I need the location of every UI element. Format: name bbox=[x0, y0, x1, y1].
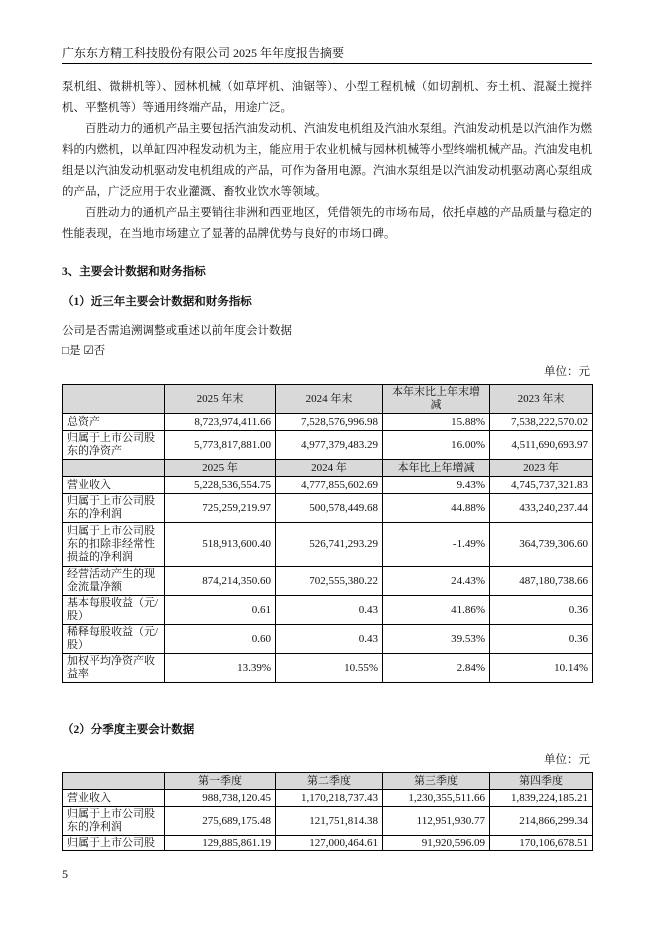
row-label: 归属于上市公司股东的净资产 bbox=[63, 431, 165, 460]
column-header: 第三季度 bbox=[383, 773, 490, 790]
table-cell: 4,745,737,321.83 bbox=[490, 477, 593, 494]
table-cell: 41.86% bbox=[383, 596, 490, 625]
row-label: 归属于上市公司股东的净利润 bbox=[63, 807, 165, 836]
paragraph-1: 泵机组、微耕机等）、园林机械（如草坪机、油锯等）、小型工程机械（如切割机、夯土机、混凝土搅拌机、平整机等）等通用终端产品，用途广泛。 bbox=[62, 81, 592, 114]
table-cell: 275,689,175.48 bbox=[165, 807, 276, 836]
table-cell: 10.55% bbox=[276, 654, 383, 683]
unit-label-1: 单位：元 bbox=[544, 366, 590, 378]
table-row bbox=[63, 431, 593, 460]
column-header: 本年末比上年末增减 bbox=[383, 385, 490, 414]
table-cell: 874,214,350.60 bbox=[165, 567, 276, 596]
column-header: 2024 年 bbox=[276, 460, 383, 477]
table-cell: 4,511,690,693.97 bbox=[490, 431, 593, 460]
table-row bbox=[63, 807, 593, 836]
table-cell: 364,739,306.60 bbox=[490, 523, 593, 567]
column-header: 第二季度 bbox=[276, 773, 383, 790]
row-label: 基本每股收益（元/股） bbox=[63, 596, 165, 625]
table-cell: 10.14% bbox=[490, 654, 593, 683]
table-cell: 24.43% bbox=[383, 567, 490, 596]
column-header: 2025 年末 bbox=[165, 385, 276, 414]
table-cell: 39.53% bbox=[383, 625, 490, 654]
row-label: 经营活动产生的现金流量净额 bbox=[63, 567, 165, 596]
header-blank-cell bbox=[63, 460, 165, 477]
table-header-row bbox=[63, 385, 593, 414]
restatement-question: 公司是否需追溯调整或重述以前年度会计数据 bbox=[62, 325, 292, 337]
row-label: 营业收入 bbox=[63, 477, 165, 494]
column-header: 2024 年末 bbox=[276, 385, 383, 414]
table-cell: 7,528,576,996.98 bbox=[276, 414, 383, 431]
paragraph-2: 百胜动力的通机产品主要包括汽油发动机、汽油发电机组及汽油水泵组。汽油发动机是以汽油作为燃料的内燃机，以单缸四冲程发动机为主，能应用于农业机械与园林机械等小型终端机械产品。汽油发电机组是以汽油发动机驱动发电机组成的产品，可作为备用电源。汽油水泵组是以汽油发动机驱动离心泵组成的产品，广泛应用于农业灌溉、畜牧业饮水等领域。 bbox=[62, 123, 592, 198]
quarterly-table bbox=[62, 772, 593, 851]
table-cell: 433,240,237.44 bbox=[490, 494, 593, 523]
section-title: 3、主要会计数据和财务指标 bbox=[62, 266, 206, 278]
table-cell: 8,723,974,411.66 bbox=[165, 414, 276, 431]
table-cell: 13.39% bbox=[165, 654, 276, 683]
subsection-1-title: （1）近三年主要会计数据和财务指标 bbox=[62, 296, 252, 308]
row-label: 归属于上市公司股 bbox=[63, 836, 165, 851]
row-label: 稀释每股收益（元/股） bbox=[63, 625, 165, 654]
row-label: 营业收入 bbox=[63, 790, 165, 807]
table-cell: 5,773,817,881.00 bbox=[165, 431, 276, 460]
table-row bbox=[63, 523, 593, 567]
column-header: 第一季度 bbox=[165, 773, 276, 790]
table-cell: 44.88% bbox=[383, 494, 490, 523]
subsection-2-title: （2）分季度主要会计数据 bbox=[62, 724, 195, 736]
table-cell: 127,000,464.61 bbox=[276, 836, 383, 851]
table-cell: 0.43 bbox=[276, 596, 383, 625]
financial-table bbox=[62, 384, 593, 683]
table-cell: 4,777,855,602.69 bbox=[276, 477, 383, 494]
table-row bbox=[63, 567, 593, 596]
table-row bbox=[63, 494, 593, 523]
row-label: 加权平均净资产收益率 bbox=[63, 654, 165, 683]
column-header: 第四季度 bbox=[490, 773, 593, 790]
table-row bbox=[63, 790, 593, 807]
table-cell: 1,230,355,511.66 bbox=[383, 790, 490, 807]
table-cell: 170,106,678.51 bbox=[490, 836, 593, 851]
table-cell: 112,951,930.77 bbox=[383, 807, 490, 836]
table-header-row bbox=[63, 773, 593, 790]
table-row bbox=[63, 625, 593, 654]
header-blank-cell bbox=[63, 385, 165, 414]
table-cell: 0.43 bbox=[276, 625, 383, 654]
table-cell: 4,977,379,483.29 bbox=[276, 431, 383, 460]
row-label: 归属于上市公司股东的净利润 bbox=[63, 494, 165, 523]
table-cell: 5,228,536,554.75 bbox=[165, 477, 276, 494]
table-cell: 500,578,449.68 bbox=[276, 494, 383, 523]
row-label: 总资产 bbox=[63, 414, 165, 431]
restatement-answer: □是 ☑否 bbox=[62, 345, 106, 357]
row-label: 归属于上市公司股东的扣除非经常性损益的净利润 bbox=[63, 523, 165, 567]
unit-label-2: 单位：元 bbox=[544, 754, 590, 766]
column-header: 2025 年 bbox=[165, 460, 276, 477]
table-cell: -1.49% bbox=[383, 523, 490, 567]
table-row bbox=[63, 596, 593, 625]
table-cell: 91,920,596.09 bbox=[383, 836, 490, 851]
table-cell: 1,839,224,185.21 bbox=[490, 790, 593, 807]
table-row bbox=[63, 654, 593, 683]
table-cell: 0.60 bbox=[165, 625, 276, 654]
column-header: 2023 年末 bbox=[490, 385, 593, 414]
table-row bbox=[63, 414, 593, 431]
table-cell: 518,913,600.40 bbox=[165, 523, 276, 567]
table-header-row bbox=[63, 460, 593, 477]
column-header: 本年比上年增减 bbox=[383, 460, 490, 477]
table-cell: 129,885,861.19 bbox=[165, 836, 276, 851]
table-row bbox=[63, 477, 593, 494]
paragraph-3: 百胜动力的通机产品主要销往非洲和西亚地区，凭借领先的市场布局，依托卓越的产品质量与稳定的性能表现，在当地市场建立了显著的品牌优势与良好的市场口碑。 bbox=[62, 207, 592, 240]
table-cell: 526,741,293.29 bbox=[276, 523, 383, 567]
header-blank-cell bbox=[63, 773, 165, 790]
table-cell: 725,259,219.97 bbox=[165, 494, 276, 523]
table-cell: 1,170,218,737.43 bbox=[276, 790, 383, 807]
table-cell: 9.43% bbox=[383, 477, 490, 494]
table-cell: 16.00% bbox=[383, 431, 490, 460]
column-header: 2023 年 bbox=[490, 460, 593, 477]
header-divider bbox=[62, 63, 592, 64]
report-header-title: 广东东方精工科技股份有限公司 2025 年年度报告摘要 bbox=[62, 46, 345, 60]
table-cell: 214,866,299.34 bbox=[490, 807, 593, 836]
table-cell: 15.88% bbox=[383, 414, 490, 431]
page-number: 5 bbox=[62, 867, 68, 881]
table-cell: 988,738,120.45 bbox=[165, 790, 276, 807]
table-cell: 121,751,814.38 bbox=[276, 807, 383, 836]
table-cell: 0.61 bbox=[165, 596, 276, 625]
table-cell: 487,180,738.66 bbox=[490, 567, 593, 596]
table-row bbox=[63, 836, 593, 851]
table-cell: 0.36 bbox=[490, 625, 593, 654]
table-cell: 0.36 bbox=[490, 596, 593, 625]
table-cell: 702,555,380.22 bbox=[276, 567, 383, 596]
table-cell: 7,538,222,570.02 bbox=[490, 414, 593, 431]
table-cell: 2.84% bbox=[383, 654, 490, 683]
